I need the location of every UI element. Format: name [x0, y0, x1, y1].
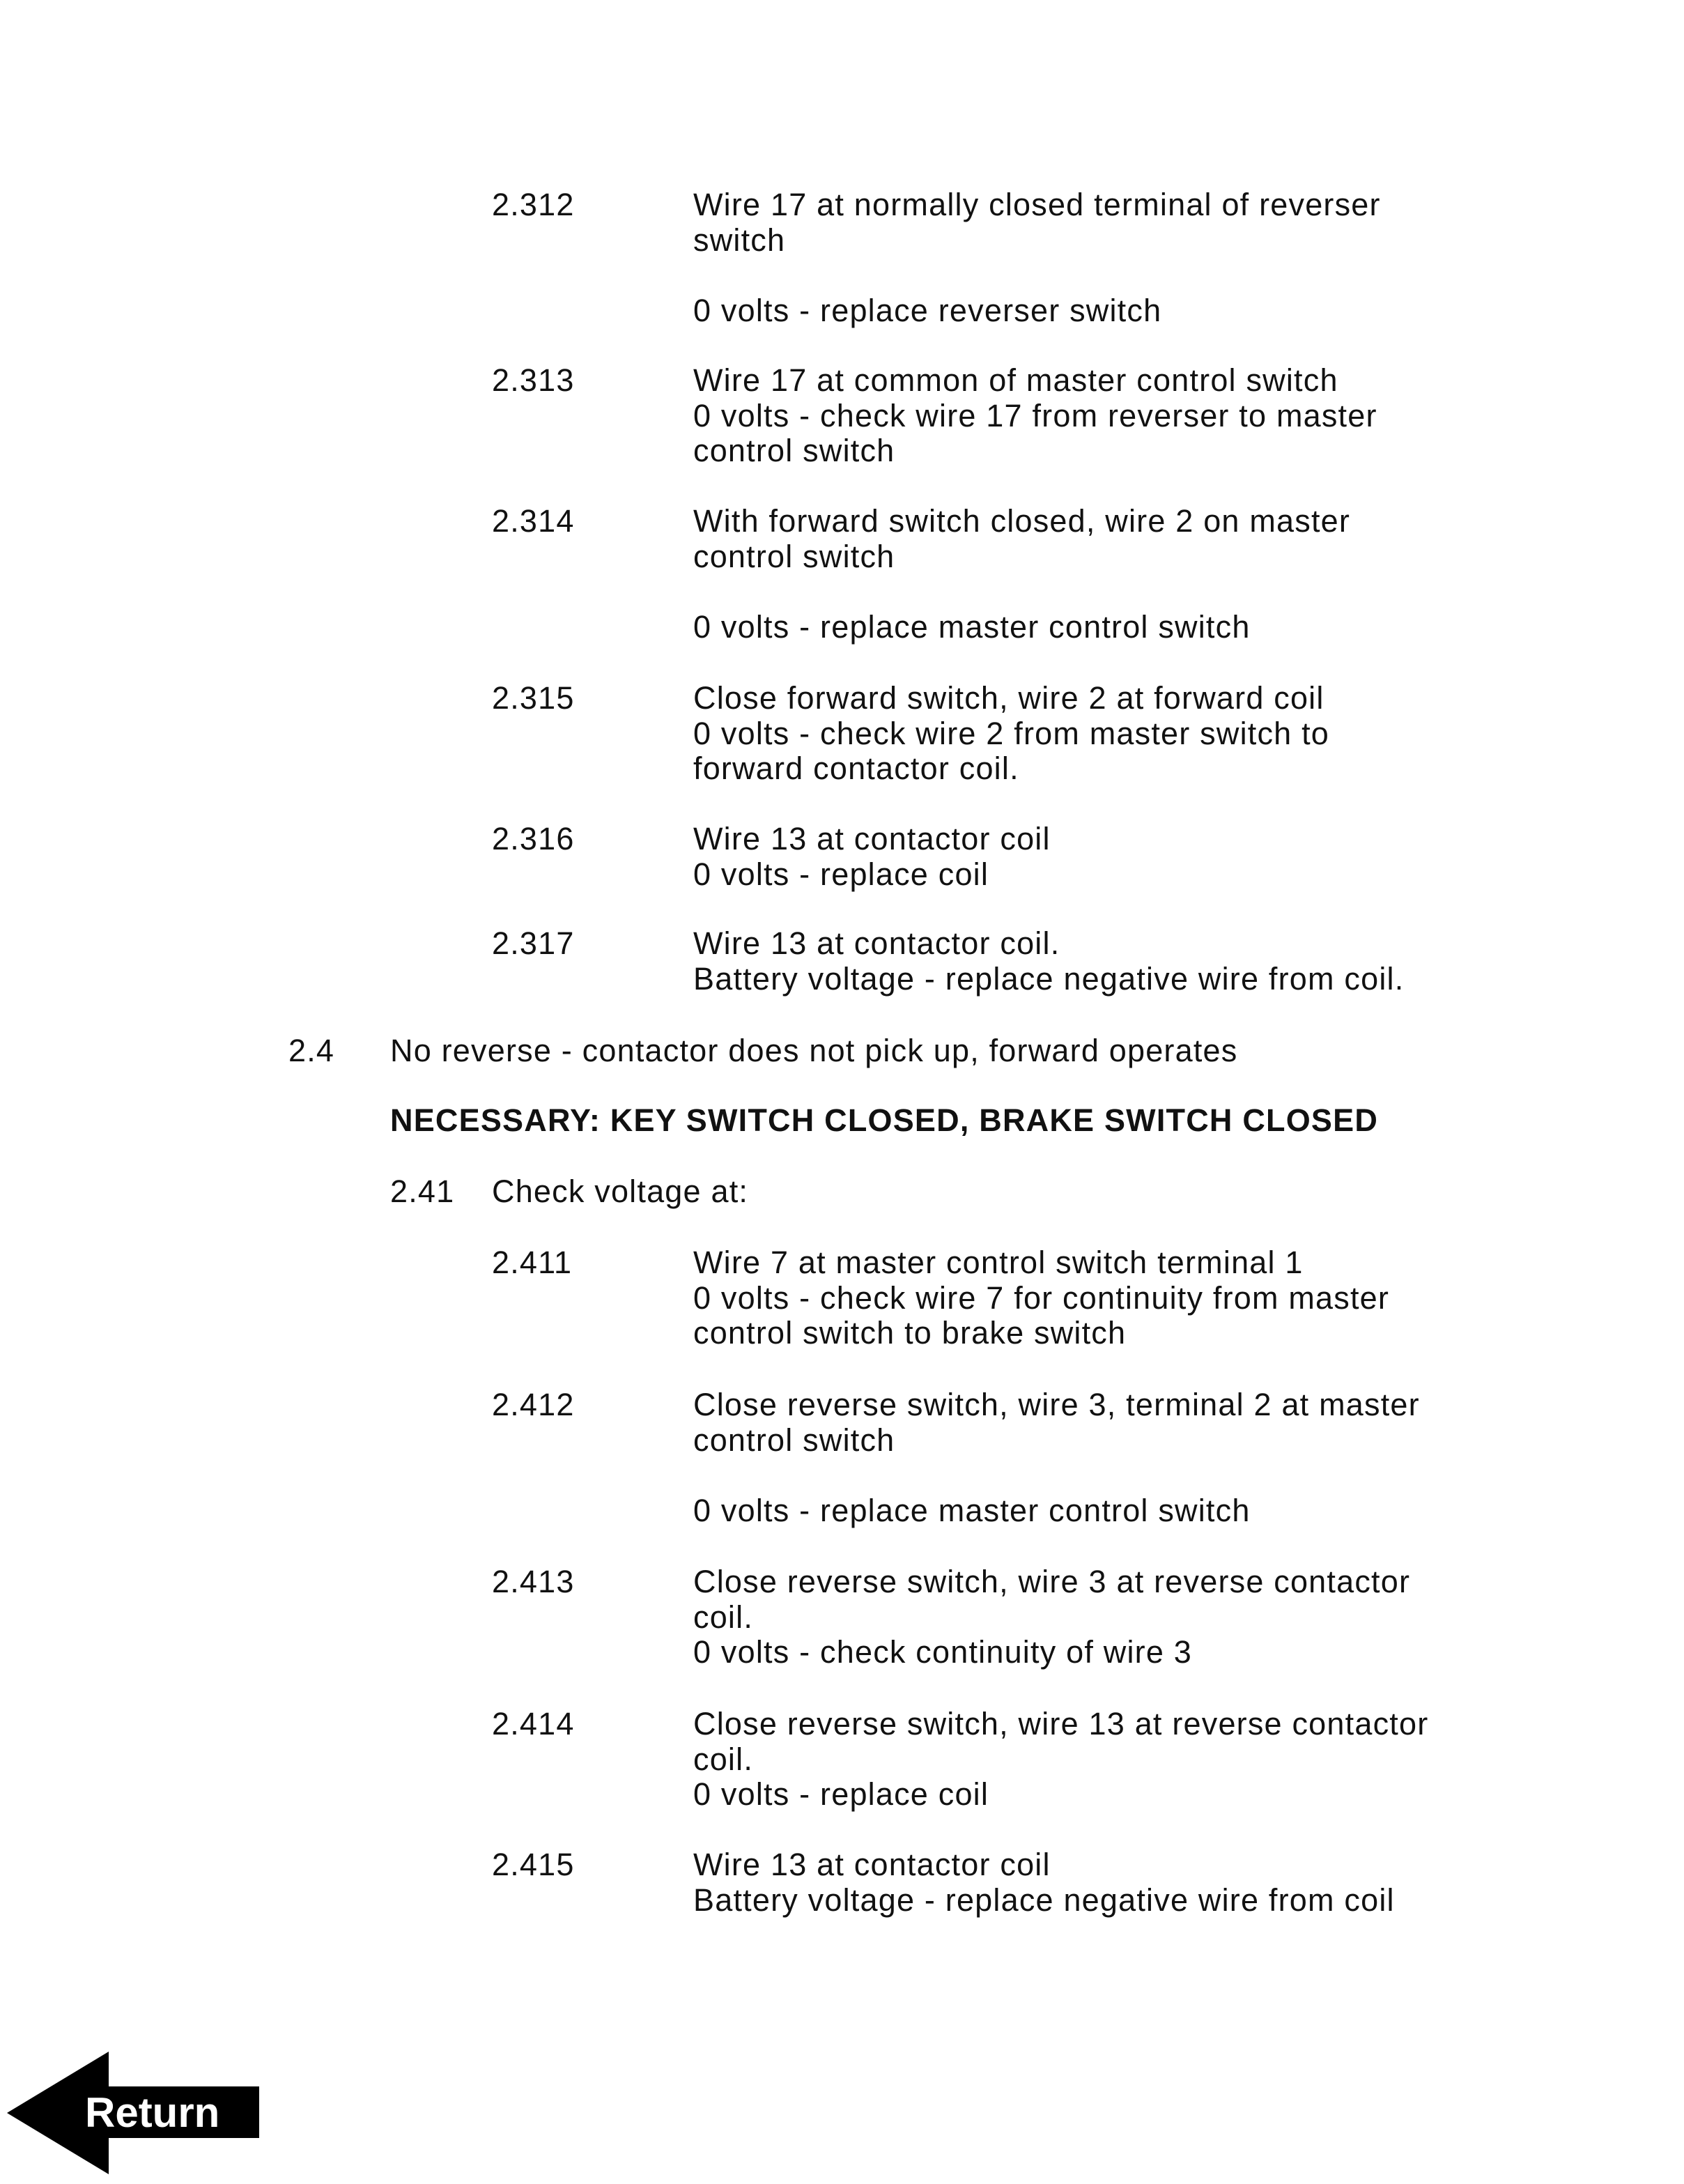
step-line: 0 volts - replace master control switch [693, 608, 1251, 645]
step-paragraph [693, 293, 1381, 329]
return-button[interactable] [7, 2052, 259, 2174]
step-line: Wire 13 at contactor coil. [693, 925, 1060, 961]
step-number: 2.313 [492, 362, 575, 398]
step-text [693, 1707, 1428, 1813]
step-number: 2.413 [492, 1564, 575, 1599]
step-line: Close forward switch, wire 2 at forward coil [693, 680, 1324, 716]
step-number: 2.415 [492, 1847, 575, 1882]
step-paragraph [693, 681, 1329, 787]
step-text [693, 926, 1404, 997]
step-paragraph [693, 1493, 1420, 1529]
step-paragraph [693, 1564, 1410, 1670]
step-text [693, 1245, 1389, 1351]
step-number: 2.314 [492, 503, 575, 539]
step-number: 2.414 [492, 1706, 575, 1741]
step-text [693, 363, 1377, 469]
step-number: 2.411 [492, 1245, 573, 1280]
step-line: Wire 13 at contactor coil [693, 1847, 1051, 1882]
step-line: 0 volts - check wire 2 from master switch to [693, 715, 1330, 751]
step-paragraph [693, 1707, 1428, 1813]
step-paragraph [693, 504, 1350, 574]
step-paragraph [693, 822, 1051, 892]
section-title: No reverse - contactor does not pick up, forward operates [390, 1033, 1238, 1068]
step-line: 0 volts - replace coil [693, 856, 989, 892]
step-paragraph [693, 1847, 1395, 1918]
step-number: 2.315 [492, 680, 575, 716]
step-line: Battery voltage - replace negative wire from coil [693, 1882, 1395, 1918]
step-line: Close reverse switch, wire 3, terminal 2 at master [693, 1387, 1420, 1422]
step-number: 2.316 [492, 821, 575, 856]
step-line: 0 volts - replace reverser switch [693, 292, 1162, 328]
step-number: 2.317 [492, 925, 575, 961]
step-paragraph [693, 363, 1377, 469]
step-line: Wire 17 at normally closed terminal of reverser [693, 187, 1381, 222]
step-text [693, 822, 1051, 892]
step-line: coil. [693, 1741, 754, 1777]
step-line: Wire 13 at contactor coil [693, 821, 1051, 856]
step-text [693, 187, 1381, 328]
step-line: Close reverse switch, wire 13 at reverse contactor [693, 1706, 1429, 1741]
step-text [693, 681, 1329, 787]
step-text [693, 504, 1350, 645]
step-line: 0 volts - check wire 7 for continuity from master [693, 1279, 1390, 1316]
step-number: 2.412 [492, 1387, 575, 1422]
step-paragraph [693, 1245, 1389, 1351]
step-line: control switch [693, 433, 895, 469]
step-text [693, 1847, 1395, 1918]
step-number: 2.312 [492, 187, 575, 222]
section-number: 2.4 [288, 1033, 335, 1068]
step-text [693, 1564, 1410, 1670]
step-line: With forward switch closed, wire 2 on master [693, 503, 1351, 539]
step-text [693, 1387, 1420, 1528]
step-line: Wire 7 at master control switch terminal 1 [693, 1245, 1304, 1280]
step-line: control switch [693, 1422, 895, 1458]
step-line: forward contactor coil. [693, 751, 1019, 787]
step-paragraph [693, 1387, 1420, 1458]
step-paragraph [693, 187, 1381, 258]
step-line: switch [693, 222, 786, 258]
step-line: Battery voltage - replace negative wire from coil. [693, 960, 1405, 997]
step-line: 0 volts - check continuity of wire 3 [693, 1634, 1192, 1670]
step-line: control switch [693, 538, 895, 574]
step-line: control switch to brake switch [693, 1315, 1127, 1351]
step-paragraph [693, 926, 1404, 997]
step-line: 0 volts - replace master control switch [693, 1492, 1251, 1528]
necessary-conditions: NECESSARY: KEY SWITCH CLOSED, BRAKE SWITCH CLOSED [390, 1102, 1379, 1138]
step-line: Close reverse switch, wire 3 at reverse contactor [693, 1564, 1411, 1599]
return-label: Return [85, 2089, 220, 2136]
step-line: Wire 17 at common of master control switch [693, 362, 1338, 398]
subsection-title: Check voltage at: [492, 1174, 749, 1209]
step-line: 0 volts - replace coil [693, 1776, 989, 1813]
step-line: coil. [693, 1599, 754, 1635]
step-paragraph [693, 610, 1350, 645]
step-line: 0 volts - check wire 17 from reverser to master [693, 397, 1377, 433]
subsection-number: 2.41 [390, 1174, 455, 1209]
